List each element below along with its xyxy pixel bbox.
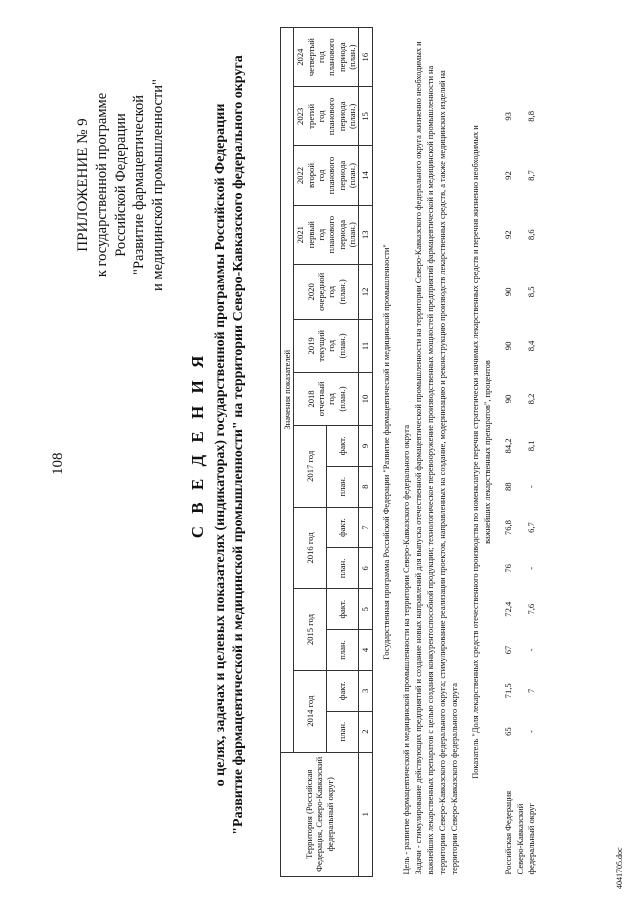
year-desc: периода (336, 160, 347, 191)
year-desc: год (315, 169, 326, 182)
table-cell: 6,7 (525, 522, 536, 533)
table-cell: 72,4 (503, 601, 513, 617)
row-territory-name: Российская Федерация (503, 790, 513, 875)
fact-header: факт. (326, 507, 358, 548)
year-desc: год (315, 110, 326, 123)
column-number: 9 (359, 426, 372, 467)
year-header-2024 (294, 28, 359, 87)
table-cell: 8,5 (525, 286, 536, 298)
year-desc: (план.) (346, 162, 357, 189)
table-cell: 88 (503, 482, 513, 492)
year-desc: (план.) (346, 44, 357, 70)
table-cell: 8,4 (525, 340, 536, 352)
column-number: 5 (359, 589, 372, 630)
values-header: Значения показателей (281, 28, 294, 753)
year-desc: отчетный (315, 381, 326, 417)
program-line: Государственная программа Российской Федерации "Развитие фармацевтической и медицинской промышленности" (381, 244, 391, 660)
column-number: 7 (359, 507, 372, 548)
year-desc: год (315, 228, 326, 241)
appendix-title: ПРИЛОЖЕНИЕ № 9 (75, 118, 91, 252)
year-desc: (план.) (336, 333, 347, 359)
page-number: 108 (50, 452, 66, 475)
table-cell: - (525, 730, 536, 734)
year-label: 2020 (305, 283, 316, 301)
table-cell: 84,2 (503, 438, 513, 454)
appendix-line: и медицинской промышленности" (149, 79, 166, 291)
document-title (188, 55, 248, 835)
year-header-2021 (294, 205, 359, 264)
table-row (514, 28, 537, 877)
year-desc: год (315, 51, 326, 64)
year-desc: первый (305, 221, 316, 249)
appendix-block (74, 20, 167, 350)
year-desc: планового (326, 97, 337, 136)
column-number: 15 (359, 87, 372, 146)
tasks-text: Задачи - стимулирование действующих предприятий и создание новых направлений для выпуска отечественной фармацевтической промышленности на территории Северо-Кавказского федерального округа жизненно необходимых и важнейших лекарственных препаратов с целью создания конкурентоспособной продукции; технологическое перевооружение производственных мощностей предприятий фармацевтической и медицинской промышленности на территории Северо-Кавказского федерального округа; стимулирование реализации проектов, направленных на создание, модернизацию и реконструкцию производств лекарственных средств, а также медицинских изделий на территории Северо-Кавказского федерального округа (413, 41, 460, 875)
year-desc: планового (326, 156, 337, 195)
column-number: 16 (359, 28, 372, 87)
territory-header: Территория (Российская Федерация, Северо-Кавказский федеральный округ) (281, 752, 359, 876)
year-desc: периода (336, 219, 347, 250)
year-label: 2022 (295, 166, 306, 185)
table-cell: 93 (503, 112, 513, 121)
year-desc: (план.) (336, 386, 347, 412)
column-number: 10 (359, 372, 372, 425)
year-desc: год (326, 393, 337, 405)
row-territory-name: Северо-Кавказский федеральный округ (515, 803, 536, 875)
year-desc: год (326, 285, 337, 298)
appendix-line: Российской Федерации (112, 113, 129, 257)
table-cell: 67 (503, 645, 513, 655)
year-desc: текущий (315, 330, 326, 362)
appendix-line: "Развитие фармацевтической (131, 95, 148, 275)
column-number: 1 (359, 752, 372, 876)
year-desc: (план.) (346, 103, 357, 129)
year-desc: второй (305, 163, 316, 189)
table-cell: 8,7 (525, 170, 536, 181)
column-number: 4 (359, 630, 372, 671)
year-desc: планового (326, 38, 337, 76)
table-cell: 71,5 (503, 683, 513, 699)
column-number: 8 (359, 466, 372, 507)
plan-header: план. (326, 466, 358, 507)
document-subtitle-line: о целях, задачах и целевых показателях (индикаторах) государственной программы Российской Федерации (213, 103, 228, 787)
table-cell: 90 (503, 287, 513, 297)
column-number: 12 (359, 264, 372, 319)
year-header-2022 (294, 146, 359, 205)
table-cell: 92 (503, 230, 513, 240)
document-title-main: С В Е Д Е Н И Я (188, 351, 207, 539)
year-header-2015: 2015 год (294, 589, 326, 671)
table-cell: 7 (525, 688, 536, 693)
year-header-2014: 2014 год (294, 670, 326, 752)
document-subtitle-line: "Развитие фармацевтической и медицинской промышленности" на территории Северо-Кавказского федерального округа (231, 55, 247, 835)
table-cell: - (525, 648, 536, 652)
year-header-2019 (294, 319, 359, 372)
year-label: 2023 (295, 107, 306, 125)
fact-header: факт. (326, 426, 358, 467)
appendix-line: к государственной программе (94, 92, 111, 278)
column-number-row (359, 28, 372, 877)
column-number: 2 (359, 711, 372, 752)
table-cell: 90 (503, 341, 513, 351)
indicator-text: Показатель "Доля лекарственных средств отечественного производства по номенклатуре перечня стратегически значимых лекарственных средств и перечня жизненно необходимых и важнейших лекарственных препаратов", процентов (470, 125, 492, 779)
table-cell: 92 (503, 171, 513, 180)
column-number: 13 (359, 205, 372, 264)
year-label: 2019 (305, 337, 316, 355)
column-number: 14 (359, 146, 372, 205)
year-label: 2021 (295, 226, 306, 244)
column-number: 3 (359, 670, 372, 711)
year-desc: периода (336, 101, 347, 132)
table-cell: 8,1 (525, 440, 536, 452)
footer-document-code: 4041705.doc (615, 847, 624, 889)
plan-header: план. (326, 711, 358, 752)
year-desc: планового (326, 215, 337, 254)
plan-header: план. (326, 630, 358, 671)
goal-text: Цель - развитие фармацевтической и медицинской промышленности на территории Северо-Кавказского федерального округа (401, 424, 411, 875)
table-cell: 8,8 (525, 111, 536, 122)
year-header-2017: 2017 год (294, 426, 326, 508)
year-label: 2024 (295, 48, 306, 66)
table-body (372, 28, 537, 877)
year-header-2020 (294, 264, 359, 319)
year-desc: периода (336, 42, 347, 72)
table-cell: - (525, 566, 536, 570)
year-desc: третий (305, 103, 316, 129)
year-header-2016: 2016 год (294, 507, 326, 589)
table-cell: 76 (503, 564, 513, 573)
column-number: 11 (359, 319, 372, 372)
table-cell: - (525, 485, 536, 489)
year-header-2023 (294, 87, 359, 146)
year-desc: четвертый (305, 38, 316, 77)
year-desc: (план.) (346, 222, 357, 248)
table-header (281, 28, 373, 877)
year-desc: (план.) (336, 279, 347, 305)
table-cell: 76,8 (503, 520, 513, 536)
table-row (502, 28, 514, 877)
year-header-2018 (294, 372, 359, 425)
table-cell: 8,2 (525, 393, 536, 405)
table-cell: 7,6 (525, 603, 536, 615)
fact-header: факт. (326, 589, 358, 630)
table-cell: 65 (503, 727, 513, 736)
table-cell: 8,6 (525, 229, 536, 241)
fact-header: факт. (326, 670, 358, 711)
table-cell: 90 (503, 394, 513, 404)
plan-header: план. (326, 548, 358, 589)
year-desc: очередной (315, 272, 326, 311)
year-label: 2018 (305, 390, 316, 408)
column-number: 6 (359, 548, 372, 589)
year-desc: год (326, 340, 337, 352)
indicators-table (280, 27, 537, 877)
